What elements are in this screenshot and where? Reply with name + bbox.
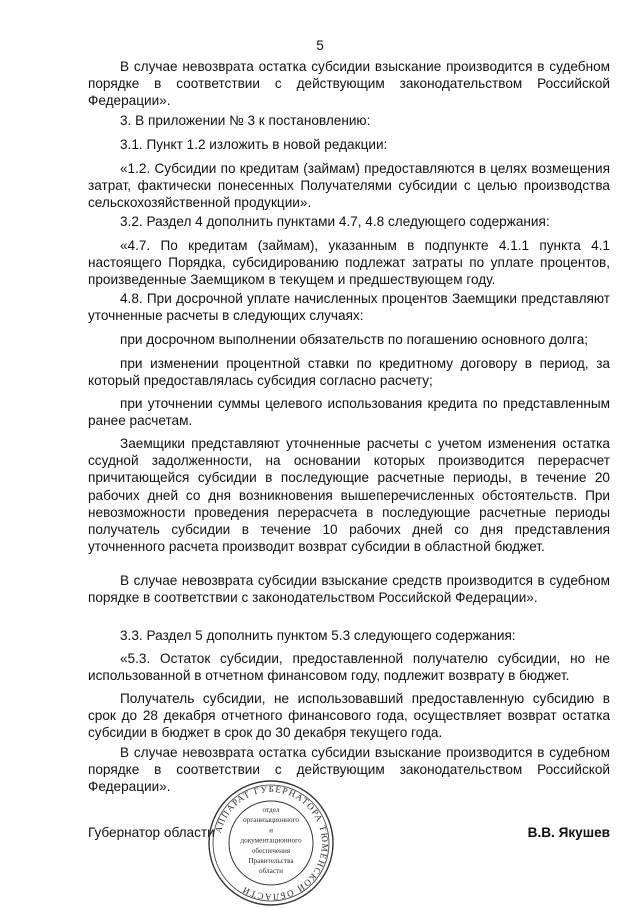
- stamp-center-line: и: [269, 826, 273, 835]
- stamp-center-line: организационного: [243, 816, 299, 825]
- stamp-center-line: области: [258, 867, 284, 876]
- stamp-center-line: обеспечения: [251, 846, 291, 855]
- paragraph: 3.3. Раздел 5 дополнить пунктом 5.3 следующего содержания:: [120, 628, 516, 643]
- paragraph: 3. В приложении № 3 к постановлению:: [120, 113, 371, 128]
- paragraph: «4.7. По кредитам (займам), указанным в подпункте 4.1.1 пункта 4.1 настоящего Порядка, субсидированию подлежат затраты по уплате процентов, произведенные Заемщиком в текущем и предшествующем году.: [88, 238, 610, 288]
- paragraph: «1.2. Субсидии по кредитам (займам) предоставляются в целях возмещения затрат, фактически понесенных Получателями субсидии с целью производства сельскохозяйственной продукции».: [88, 161, 610, 211]
- stamp-ring-text: АППАРАТ ГУБЕРНАТОРА ТЮМЕНСКОЙ ОБЛАСТИ: [213, 783, 331, 903]
- signature-title: Губернатор области: [88, 825, 215, 840]
- paragraph: 3.2. Раздел 4 дополнить пунктами 4.7, 4.8 следующего содержания:: [120, 214, 550, 229]
- page-number: 5: [316, 38, 324, 53]
- official-stamp: [206, 778, 336, 908]
- stamp-center-line: отдел: [262, 806, 280, 814]
- paragraph: при досрочном выполнении обязательств по погашению основного долга;: [120, 332, 589, 347]
- paragraph: В случае невозврата субсидии взыскание средств производится в судебном порядке в соответствии с законодательством Российской Федерации».: [88, 573, 610, 606]
- paragraph: В случае невозврата остатка субсидии взыскание производится в судебном порядке в соответствии с действующим законодательством Российской Федерации».: [88, 745, 610, 795]
- stamp-center-line: Правительства: [248, 857, 294, 865]
- paragraph: при изменении процентной ставки по кредитному договору в период, за который предоставлялась субсидия согласно расчету;: [88, 356, 610, 389]
- stamp-center-text: [240, 806, 301, 875]
- stamp-center-line: документационного: [240, 836, 302, 845]
- paragraph: Получатель субсидии, не использовавший предоставленную субсидию в срок до 28 декабря отчетного финансового года, осуществляет возврат остатка субсидии в бюджет в срок до 30 декабря текущего года.: [88, 691, 610, 741]
- paragraph: Заемщики представляют уточненные расчеты с учетом изменения остатка ссудной задолженности, на основании которых производится перерасчет причитающейся субсидии в последующие расчетные периоды, в течение 20 рабочих дней со дня возникновения вышеперечисленных обстоятельств. При невозможности проведения перерасчета в последующие расчетные периоды получатель субсидии в течение 10 рабочих дней со дня представления уточненного расчета производит возврат субсидии в областной бюджет.: [88, 436, 610, 555]
- paragraph: В случае невозврата остатка субсидии взыскание производится в судебном порядке в соответствии с действующим законодательством Российской Федерации».: [88, 59, 610, 109]
- paragraph: 3.1. Пункт 1.2 изложить в новой редакции:: [120, 137, 388, 152]
- paragraph: 4.8. При досрочной уплате начисленных процентов Заемщики представляют уточненные расчеты в следующих случаях:: [88, 291, 610, 324]
- paragraph: при уточнении суммы целевого использования кредита по представленным ранее расчетам.: [88, 396, 610, 429]
- signature-name: В.В. Якушев: [527, 825, 610, 840]
- paragraph: «5.3. Остаток субсидии, предоставленной получателю субсидии, но не использованной в отчетном финансовом году, подлежит возврату в бюджет.: [88, 651, 610, 684]
